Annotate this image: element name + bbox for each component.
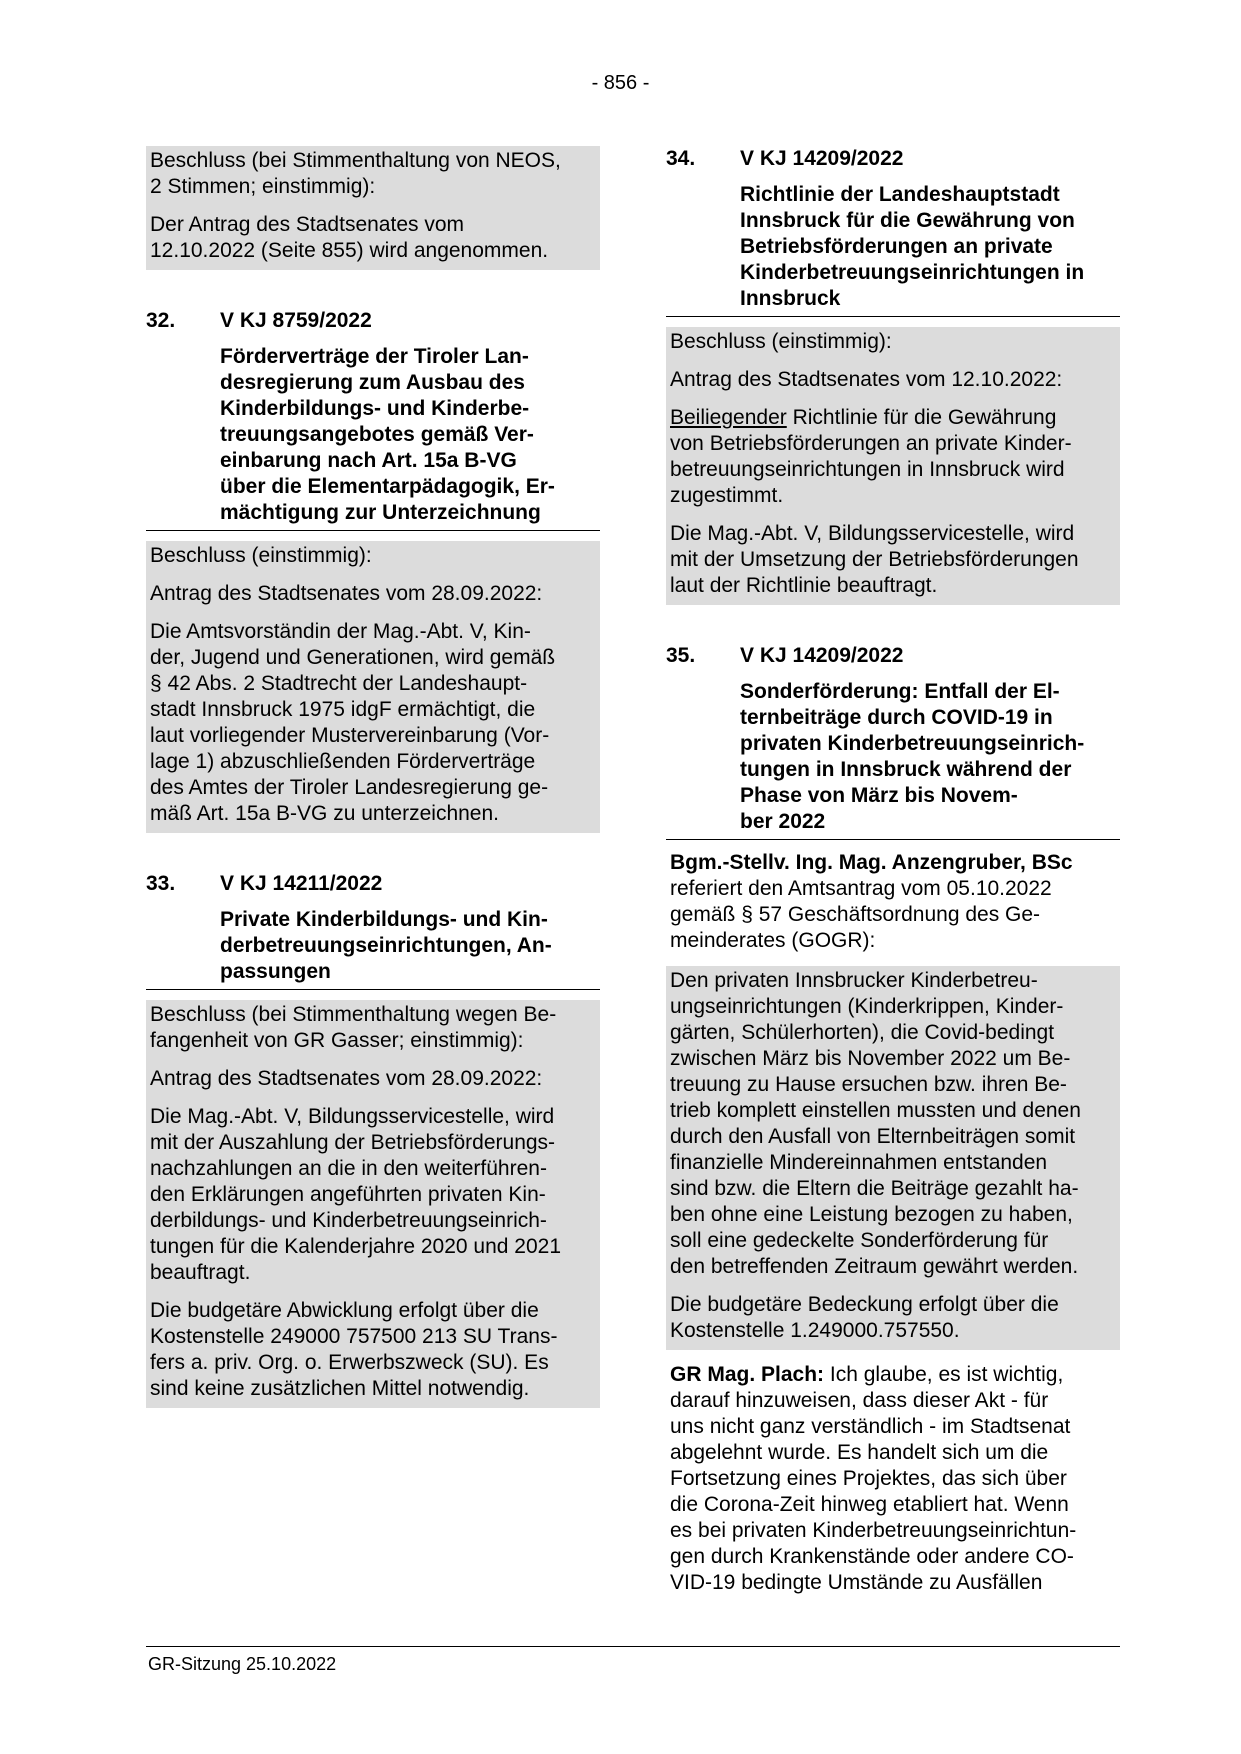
resolution-block-31 (146, 146, 600, 270)
resolution-text (150, 619, 596, 827)
resolution-label (670, 329, 1116, 355)
item-heading (666, 643, 1120, 669)
motion-line (150, 1066, 596, 1092)
text-line: trieb komplett einstellen mussten und denen (670, 1099, 1081, 1122)
text-line: Die budgetäre Abwicklung erfolgt über die (150, 1299, 539, 1322)
resolution-block (666, 327, 1120, 605)
text-line: Die budgetäre Bedeckung erfolgt über die (670, 1293, 1059, 1316)
left-column (146, 146, 600, 1408)
text-line: beauftragt. (150, 1261, 251, 1284)
resolution-text (150, 212, 596, 264)
underlined-word: Beiliegender (670, 406, 787, 429)
speaker-paragraph (670, 850, 1116, 954)
item-heading (666, 146, 1120, 172)
resolution-text-rest (670, 431, 1116, 509)
text-line: den betreffenden Zeitraum gewährt werden. (670, 1255, 1079, 1278)
text-line: den Erklärungen angeführten privaten Kin- (150, 1183, 546, 1206)
text-line: Beschluss (einstimmig): (670, 330, 892, 353)
text-line: Sonderförderung: Entfall der El- (740, 680, 1060, 703)
text-line: Innsbruck (740, 287, 841, 310)
agenda-item-35 (666, 643, 1120, 1596)
text-line: stadt Innsbruck 1975 idgF ermächtigt, die (150, 698, 536, 721)
text-line: Die Mag.-Abt. V, Bildungsservicestelle, wird (670, 522, 1075, 545)
speaker-name: GR Mag. Plach: (670, 1363, 825, 1386)
text-line: Betriebsförderungen an private (740, 235, 1053, 258)
text-line: Kostenstelle 1.249000.757550. (670, 1319, 960, 1342)
text-line: einbarung nach Art. 15a B-VG (220, 449, 517, 472)
text-line: treuung zu Hause ersuchen bzw. ihren Be- (670, 1073, 1067, 1096)
right-column (666, 146, 1120, 1596)
agenda-item-32 (146, 308, 600, 833)
resolution-block (146, 1000, 600, 1408)
text-line: ber 2022 (740, 810, 826, 833)
text-line: gemäß § 57 Geschäftsordnung des Ge- (670, 903, 1041, 926)
speech-text (670, 1388, 1116, 1596)
text-line: Förderverträge der Tiroler Lan- (220, 345, 529, 368)
text-line: Beschluss (bei Stimmenthaltung wegen Be- (150, 1003, 557, 1026)
motion-block (666, 966, 1120, 1350)
text-line: ungseinrichtungen (Kinderkrippen, Kinder- (670, 995, 1064, 1018)
budget-text (670, 1292, 1116, 1344)
text-line: 12.10.2022 (Seite 855) wird angenommen. (150, 239, 549, 262)
text-line: zugestimmt. (670, 484, 784, 507)
text-line: nachzahlungen an die in den weiterführen- (150, 1157, 547, 1180)
text-line: meinderates (GOGR): (670, 929, 876, 952)
text-line: derbetreuungseinrichtungen, An- (220, 934, 552, 957)
speech-block (666, 1362, 1120, 1596)
text-line: Beschluss (bei Stimmenthaltung von NEOS, (150, 149, 561, 172)
text-line: des Amtes der Tiroler Landesregierung ge- (150, 776, 549, 799)
text-line: die Corona-Zeit hinweg etabliert hat. Wenn (670, 1493, 1069, 1516)
text-line: laut der Richtlinie beauftragt. (670, 574, 938, 597)
divider (666, 839, 1120, 840)
resolution-label (150, 1002, 596, 1054)
resolution-label (150, 148, 596, 200)
motion-line (670, 367, 1116, 393)
item-number: 33. (146, 872, 176, 895)
text-line: Kostenstelle 249000 757500 213 SU Trans- (150, 1325, 558, 1348)
motion-line (150, 581, 596, 607)
item-title (740, 182, 1120, 316)
text-line: mit der Auszahlung der Betriebsförderungs- (150, 1131, 556, 1154)
text-line: Phase von März bis Novem- (740, 784, 1018, 807)
speech-first-line: Ich glaube, es ist wichtig, (824, 1363, 1064, 1386)
text-line: 2 Stimmen; einstimmig): (150, 175, 376, 198)
resolution-text-first-line: Richtlinie für die Gewährung (786, 406, 1057, 429)
text-line: Die Amtsvorständin der Mag.-Abt. V, Kin- (150, 620, 531, 643)
text-line: Der Antrag des Stadtsenates vom (150, 213, 465, 236)
text-line: Private Kinderbildungs- und Kin- (220, 908, 548, 931)
footer-text: GR-Sitzung 25.10.2022 (148, 1654, 337, 1674)
resolution-text (670, 405, 1116, 509)
text-line: derbildungs- und Kinderbetreuungseinrich- (150, 1209, 547, 1232)
text-line: ben ohne eine Leistung bezogen zu haben, (670, 1203, 1073, 1226)
text-line: desregierung zum Ausbau des (220, 371, 525, 394)
text-line: über die Elementarpädagogik, Er- (220, 475, 555, 498)
resolution-text-2 (670, 521, 1116, 599)
item-reference: V KJ 14209/2022 (740, 147, 904, 170)
item-title (740, 679, 1120, 839)
page-number: - 856 - (591, 72, 650, 94)
motion-text (670, 968, 1116, 1280)
text-line: durch den Ausfall von Elternbeiträgen somit (670, 1125, 1076, 1148)
divider (666, 316, 1120, 317)
resolution-text (150, 1104, 596, 1286)
item-title (220, 907, 600, 989)
budget-text (150, 1298, 596, 1402)
text-line: gen durch Krankenstände oder andere CO- (670, 1545, 1074, 1568)
text-line: passungen (220, 960, 331, 983)
text-line: privaten Kinderbetreuungseinrich- (740, 732, 1085, 755)
text-line: Antrag des Stadtsenates vom 28.09.2022: (150, 582, 543, 605)
item-number: 35. (666, 644, 696, 667)
item-number: 34. (666, 147, 696, 170)
text-line: referiert den Amtsantrag vom 05.10.2022 (670, 877, 1052, 900)
speaker-text (670, 876, 1116, 954)
text-line: tungen für die Kalenderjahre 2020 und 2021 (150, 1235, 561, 1258)
agenda-item-34 (666, 146, 1120, 605)
text-line: mäß Art. 15a B-VG zu unterzeichnen. (150, 802, 500, 825)
text-line: von Betriebsförderungen an private Kinder- (670, 432, 1072, 455)
text-line: ternbeiträge durch COVID-19 in (740, 706, 1053, 729)
text-line: darauf hinzuweisen, dass dieser Akt - für (670, 1389, 1049, 1412)
text-line: zwischen März bis November 2022 um Be- (670, 1047, 1071, 1070)
text-line: lage 1) abzuschließenden Förderverträge (150, 750, 536, 773)
text-line: Richtlinie der Landeshauptstadt (740, 183, 1060, 206)
speaker-intro (666, 850, 1120, 954)
text-line: fangenheit von GR Gasser; einstimmig): (150, 1029, 524, 1052)
text-line: mächtigung zur Unterzeichnung (220, 501, 541, 524)
text-line: Innsbruck für die Gewährung von (740, 209, 1075, 232)
text-line: sind keine zusätzlichen Mittel notwendig. (150, 1377, 530, 1400)
resolution-block (146, 541, 600, 833)
text-line: laut vorliegender Mustervereinbarung (Vor- (150, 724, 550, 747)
text-line: Antrag des Stadtsenates vom 12.10.2022: (670, 368, 1063, 391)
text-line: sind bzw. die Eltern die Beiträge gezahlt ha- (670, 1177, 1079, 1200)
item-title (220, 344, 600, 530)
resolution-label (150, 543, 596, 569)
text-line: Fortsetzung eines Projektes, das sich über (670, 1467, 1067, 1490)
text-line: VID-19 bedingte Umstände zu Ausfällen (670, 1571, 1043, 1594)
text-line: fers a. priv. Org. o. Erwerbszweck (SU). Es (150, 1351, 549, 1374)
text-line: Die Mag.-Abt. V, Bildungsservicestelle, wird (150, 1105, 555, 1128)
item-reference: V KJ 14211/2022 (220, 872, 383, 895)
text-line: mit der Umsetzung der Betriebsförderungen (670, 548, 1079, 571)
text-line: § 42 Abs. 2 Stadtrecht der Landeshaupt- (150, 672, 528, 695)
item-heading (146, 871, 600, 897)
text-line: betreuungseinrichtungen in Innsbruck wird (670, 458, 1065, 481)
item-reference: V KJ 8759/2022 (220, 309, 372, 332)
text-line: es bei privaten Kinderbetreuungseinrichtun- (670, 1519, 1077, 1542)
divider (146, 530, 600, 531)
text-line: soll eine gedeckelte Sonderförderung für (670, 1229, 1049, 1252)
item-reference: V KJ 14209/2022 (740, 644, 904, 667)
text-line: Kinderbetreuungseinrichtungen in (740, 261, 1085, 284)
text-line: tungen in Innsbruck während der (740, 758, 1072, 781)
speaker-name: Bgm.-Stellv. Ing. Mag. Anzengruber, BSc (670, 851, 1073, 874)
text-line: Beschluss (einstimmig): (150, 544, 372, 567)
text-line: gärten, Schülerhorten), die Covid-bedingt (670, 1021, 1055, 1044)
text-line: finanzielle Mindereinnahmen entstanden (670, 1151, 1048, 1174)
speech-paragraph (670, 1362, 1116, 1596)
text-line: der, Jugend und Generationen, wird gemäß (150, 646, 556, 669)
text-line: Kinderbildungs- und Kinderbe- (220, 397, 530, 420)
text-line: treuungsangebotes gemäß Ver- (220, 423, 534, 446)
text-line: abgelehnt wurde. Es handelt sich um die (670, 1441, 1049, 1464)
text-line: Den privaten Innsbrucker Kinderbetreu- (670, 969, 1038, 992)
footer-rule (146, 1646, 1120, 1647)
text-line: uns nicht ganz verständlich - im Stadtsenat (670, 1415, 1071, 1438)
item-number: 32. (146, 309, 176, 332)
divider (146, 989, 600, 990)
text-line: Antrag des Stadtsenates vom 28.09.2022: (150, 1067, 543, 1090)
item-heading (146, 308, 600, 334)
agenda-item-33 (146, 871, 600, 1408)
